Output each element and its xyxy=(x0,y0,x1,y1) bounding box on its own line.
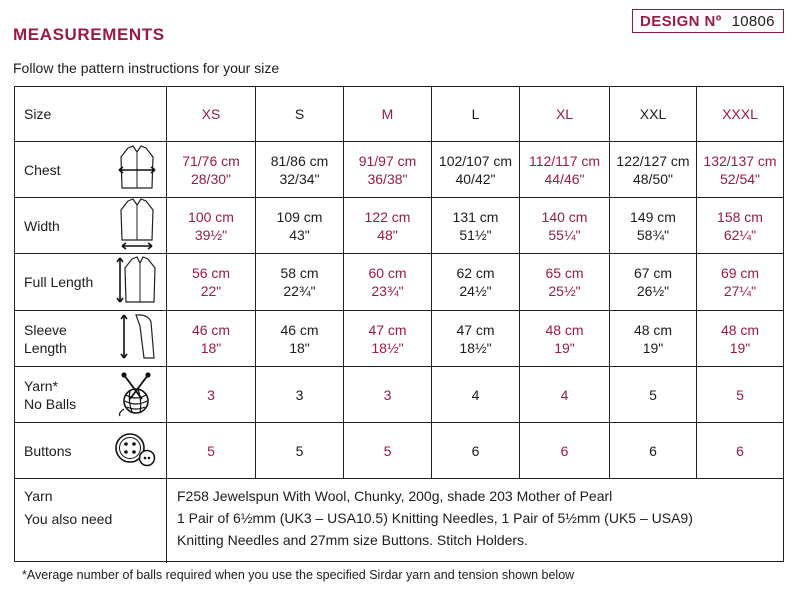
size-label: XXXL xyxy=(722,106,758,122)
cell-value: 71/76 cm xyxy=(182,152,240,169)
size-label: XL xyxy=(555,106,574,122)
value-cell xyxy=(166,311,255,366)
row-label-cell xyxy=(15,367,166,422)
value-cell xyxy=(519,254,609,310)
value-cell xyxy=(609,311,696,366)
size-header-row xyxy=(15,87,783,142)
measure-row xyxy=(15,142,783,198)
value-cell xyxy=(343,198,431,253)
footnote: *Average number of balls required when you use the specified Sirdar yarn and tension shown below xyxy=(22,568,575,582)
cell-value: 22¾" xyxy=(283,283,316,299)
yarn-label-cell xyxy=(15,479,166,563)
row-label: Size xyxy=(24,106,52,122)
cell-value: 55¼" xyxy=(548,226,581,243)
cell-value: 100 cm xyxy=(188,208,234,225)
cell-value: 46 cm xyxy=(280,321,319,338)
value-cell xyxy=(431,254,519,310)
yarn-label: Yarn xyxy=(24,488,53,504)
design-label: DESIGN Nº xyxy=(640,12,722,30)
cell-value: 3 xyxy=(207,386,215,403)
value-cell xyxy=(609,254,696,310)
cell-value: 122 cm xyxy=(364,208,411,225)
value-cell xyxy=(343,142,431,197)
cell-value: 18" xyxy=(200,339,222,356)
cardigan-width-icon xyxy=(116,198,158,254)
value-cell xyxy=(166,423,255,478)
cardigan-length-icon xyxy=(116,254,158,310)
row-label: Width xyxy=(24,217,60,234)
measure-row xyxy=(15,311,783,367)
value-cell xyxy=(255,423,343,478)
cell-value: 39½" xyxy=(194,226,228,243)
cell-value: 6 xyxy=(471,442,480,459)
cell-value: 47 cm xyxy=(368,321,407,338)
yarn-ball-icon xyxy=(114,369,158,421)
value-cell xyxy=(255,198,343,253)
row-label-cell xyxy=(15,423,166,478)
value-cell xyxy=(696,423,783,478)
yarn-detail-line: 1 Pair of 6½mm (UK3 – USA10.5) Knitting Needles, 1 Pair of 5½mm (UK5 – USA9) xyxy=(177,510,693,526)
value-cell xyxy=(519,198,609,253)
cell-value: 28/30" xyxy=(190,170,231,187)
cell-value: 67 cm xyxy=(633,265,673,281)
cell-value: 32/34" xyxy=(279,170,320,187)
cell-value: 27¼" xyxy=(723,283,757,299)
cell-value: 4 xyxy=(560,386,569,403)
value-cell xyxy=(609,198,696,253)
cell-value: 3 xyxy=(295,386,304,403)
cell-value: 6 xyxy=(560,442,569,459)
cell-value: 131 cm xyxy=(452,208,499,225)
row-label: Buttons xyxy=(24,442,72,459)
cell-value: 43" xyxy=(289,226,310,243)
row-label: Length xyxy=(24,339,67,356)
cell-value: 19" xyxy=(729,339,751,356)
row-label: Yarn* xyxy=(24,377,58,394)
value-cell xyxy=(431,367,519,422)
cell-value: 102/107 cm xyxy=(438,152,513,169)
value-cell xyxy=(519,423,609,478)
row-label: Sleeve xyxy=(24,321,67,338)
cell-value: 58 cm xyxy=(280,265,319,281)
cell-value: 6 xyxy=(736,442,744,459)
cell-value: 52/54" xyxy=(719,170,760,187)
cell-value: 4 xyxy=(471,386,480,403)
design-number: 10806 xyxy=(731,12,775,30)
cell-value: 19" xyxy=(554,339,575,356)
row-label-cell xyxy=(15,87,166,141)
cell-value: 18½" xyxy=(459,339,492,356)
yarn-detail-line: Knitting Needles and 27mm size Buttons. Stitch Holders. xyxy=(177,532,528,548)
cell-value: 5 xyxy=(295,442,304,459)
cell-value: 22" xyxy=(200,283,222,299)
cell-value: 26½" xyxy=(636,283,670,299)
cell-value: 62¼" xyxy=(723,226,757,243)
cell-value: 3 xyxy=(383,386,392,403)
cell-value: 36/38" xyxy=(367,170,408,187)
cell-value: 25½" xyxy=(548,283,581,299)
buttons-icon xyxy=(112,430,158,472)
cell-value: 18" xyxy=(289,339,310,356)
row-label-cell xyxy=(15,198,166,253)
value-cell xyxy=(696,198,783,253)
cell-value: 69 cm xyxy=(720,265,760,281)
size-label: M xyxy=(381,106,394,122)
cell-value: 48/50" xyxy=(632,170,673,187)
value-cell xyxy=(166,367,255,422)
cell-value: 44/46" xyxy=(544,170,585,187)
cell-value: 112/117 cm xyxy=(528,152,601,169)
design-number-box xyxy=(632,9,784,33)
value-cell xyxy=(255,311,343,366)
cell-value: 132/137 cm xyxy=(703,152,777,169)
value-cell xyxy=(431,198,519,253)
cell-value: 48 cm xyxy=(633,321,673,338)
value-cell xyxy=(166,198,255,253)
value-cell xyxy=(343,367,431,422)
yarn-label: You also need xyxy=(24,511,113,527)
cell-value: 47 cm xyxy=(456,321,495,338)
measure-row xyxy=(15,367,783,423)
size-label: S xyxy=(294,106,305,122)
value-cell xyxy=(431,142,519,197)
value-cell xyxy=(166,254,255,310)
cell-value: 5 xyxy=(207,442,215,459)
size-label: XS xyxy=(201,106,221,122)
size-label: L xyxy=(471,106,480,122)
measurements-table xyxy=(14,86,784,562)
value-cell xyxy=(609,142,696,197)
cell-value: 48" xyxy=(377,226,398,243)
row-label-cell xyxy=(15,254,166,310)
cell-value: 62 cm xyxy=(456,265,495,281)
value-cell xyxy=(343,311,431,366)
cell-value: 5 xyxy=(649,386,657,403)
cell-value: 48 cm xyxy=(720,321,760,338)
size-header-cell xyxy=(519,87,609,141)
page-title: MEASUREMENTS xyxy=(13,25,165,44)
yarn-details-cell xyxy=(166,479,783,563)
cell-value: 91/97 cm xyxy=(358,152,417,169)
cell-value: 81/86 cm xyxy=(270,152,329,169)
row-label-cell xyxy=(15,311,166,366)
yarn-detail-line: F258 Jewelspun With Wool, Chunky, 200g, shade 203 Mother of Pearl xyxy=(177,488,613,504)
value-cell xyxy=(343,254,431,310)
cell-value: 40/42" xyxy=(455,170,496,187)
value-cell xyxy=(696,367,783,422)
cell-value: 51½" xyxy=(459,226,492,243)
cell-value: 5 xyxy=(383,442,392,459)
value-cell xyxy=(431,423,519,478)
value-cell xyxy=(609,423,696,478)
value-cell xyxy=(255,142,343,197)
cell-value: 60 cm xyxy=(368,265,407,281)
cell-value: 24½" xyxy=(459,283,492,299)
cell-value: 122/127 cm xyxy=(616,152,690,169)
value-cell xyxy=(696,142,783,197)
cell-value: 48 cm xyxy=(545,321,584,338)
cell-value: 65 cm xyxy=(545,265,584,281)
sleeve-length-icon xyxy=(116,312,158,366)
cell-value: 149 cm xyxy=(630,208,676,225)
cell-value: 19" xyxy=(642,339,664,356)
cell-value: 18½" xyxy=(371,339,404,356)
cell-value: 23¾" xyxy=(371,283,404,299)
value-cell xyxy=(343,423,431,478)
value-cell xyxy=(609,367,696,422)
size-header-cell xyxy=(255,87,343,141)
value-cell xyxy=(696,254,783,310)
measure-row xyxy=(15,423,783,479)
cell-value: 46 cm xyxy=(191,321,231,338)
value-cell xyxy=(255,254,343,310)
row-label: Full Length xyxy=(24,274,94,290)
value-cell xyxy=(519,311,609,366)
value-cell xyxy=(696,311,783,366)
measure-row xyxy=(15,254,783,311)
cardigan-chest-icon xyxy=(116,144,158,196)
cell-value: 58¾" xyxy=(636,226,670,243)
cell-value: 158 cm xyxy=(717,208,763,225)
size-header-cell xyxy=(431,87,519,141)
measure-row xyxy=(15,198,783,254)
value-cell xyxy=(431,311,519,366)
size-header-cell xyxy=(343,87,431,141)
value-cell xyxy=(519,367,609,422)
value-cell xyxy=(255,367,343,422)
instructions-subtitle: Follow the pattern instructions for your size xyxy=(13,60,280,76)
value-cell xyxy=(519,142,609,197)
row-label-cell xyxy=(15,142,166,197)
cell-value: 5 xyxy=(736,386,744,403)
row-label: No Balls xyxy=(24,395,77,412)
row-label: Chest xyxy=(24,161,61,178)
cell-value: 109 cm xyxy=(276,208,323,225)
size-header-cell xyxy=(166,87,255,141)
size-header-cell xyxy=(609,87,696,141)
cell-value: 140 cm xyxy=(541,208,588,225)
yarn-info-row xyxy=(15,479,783,563)
size-header-cell xyxy=(696,87,783,141)
size-label: XXL xyxy=(639,106,667,122)
value-cell xyxy=(166,142,255,197)
cell-value: 56 cm xyxy=(191,265,231,281)
cell-value: 6 xyxy=(649,442,657,459)
